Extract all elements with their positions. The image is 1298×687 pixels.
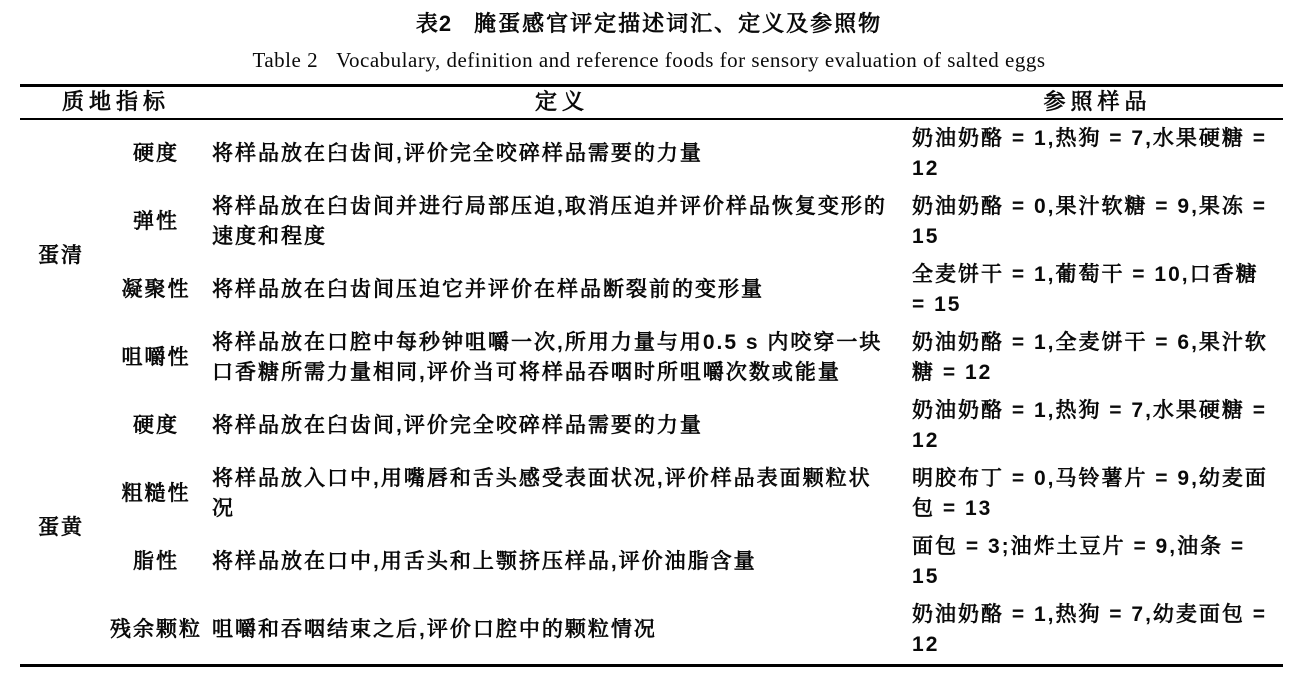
- header-definition: 定义: [212, 86, 912, 120]
- table-title-zh-text: 腌蛋感官评定描述词汇、定义及参照物: [474, 11, 883, 36]
- header-texture-indicator: 质地指标: [20, 86, 212, 120]
- reference-cell: 面包 = 3;油炸土豆片 = 9,油条 = 15: [912, 535, 1246, 588]
- table-row: [20, 256, 1283, 324]
- definition-cell: 咀嚼和吞咽结束之后,评价口腔中的颗粒情况: [212, 618, 657, 641]
- indicator-cell: 残余颗粒: [110, 618, 202, 641]
- table-row: [20, 188, 1283, 256]
- table-title-en-text: Vocabulary, definition and reference foods for sensory evaluation of salted eggs: [336, 48, 1046, 72]
- group-label-egg-yolk: 蛋黄: [38, 516, 84, 539]
- table-row: [20, 460, 1283, 528]
- table-title-en: [0, 48, 1298, 72]
- table-number-en: Table 2: [252, 48, 319, 72]
- table-title-zh: [0, 10, 1298, 38]
- group-label-egg-white: 蛋清: [38, 244, 84, 267]
- table-row: [20, 392, 1283, 460]
- table-row: [20, 119, 1283, 188]
- sensory-evaluation-table: [20, 84, 1283, 667]
- definition-cell: 将样品放在臼齿间,评价完全咬碎样品需要的力量: [212, 414, 703, 437]
- indicator-cell: 咀嚼性: [121, 346, 191, 369]
- header-row: [20, 86, 1283, 120]
- definition-cell: 将样品放在口中,用舌头和上颚挤压样品,评价油脂含量: [212, 550, 757, 573]
- indicator-cell: 脂性: [133, 550, 179, 573]
- indicator-cell: 硬度: [133, 142, 179, 165]
- header-reference-sample: 参照样品: [912, 86, 1283, 120]
- definition-cell: 将样品放在臼齿间压迫它并评价在样品断裂前的变形量: [212, 278, 765, 301]
- table-body: [20, 119, 1283, 666]
- table-row: [20, 324, 1283, 392]
- reference-cell: 明胶布丁 = 0,马铃薯片 = 9,幼麦面包 = 13: [912, 467, 1268, 520]
- indicator-cell: 凝聚性: [121, 278, 191, 301]
- indicator-cell: 粗糙性: [121, 482, 191, 505]
- definition-cell: 将样品放入口中,用嘴唇和舌头感受表面状况,评价样品表面颗粒状况: [212, 467, 872, 520]
- definition-cell: 将样品放在口腔中每秒钟咀嚼一次,所用力量与用0.5 s 内咬穿一块口香糖所需力量相同,评价当可将样品吞咽时所咀嚼次数或能量: [212, 331, 883, 384]
- definition-cell: 将样品放在臼齿间并进行局部压迫,取消压迫并评价样品恢复变形的速度和程度: [212, 195, 887, 248]
- indicator-cell: 硬度: [133, 414, 179, 437]
- table-header: [20, 86, 1283, 120]
- reference-cell: 奶油奶酪 = 1,热狗 = 7,水果硬糖 = 12: [912, 127, 1268, 180]
- table-number-zh: 表2: [415, 11, 453, 36]
- reference-cell: 奶油奶酪 = 1,热狗 = 7,水果硬糖 = 12: [912, 399, 1268, 452]
- reference-cell: 奶油奶酪 = 1,全麦饼干 = 6,果汁软糖 = 12: [912, 331, 1268, 384]
- table-row: [20, 596, 1283, 666]
- reference-cell: 奶油奶酪 = 1,热狗 = 7,幼麦面包 = 12: [912, 603, 1268, 656]
- reference-cell: 奶油奶酪 = 0,果汁软糖 = 9,果冻 = 15: [912, 195, 1268, 248]
- definition-cell: 将样品放在臼齿间,评价完全咬碎样品需要的力量: [212, 142, 703, 165]
- reference-cell: 全麦饼干 = 1,葡萄干 = 10,口香糖 = 15: [912, 263, 1259, 316]
- indicator-cell: 弹性: [133, 210, 179, 233]
- table-row: [20, 528, 1283, 596]
